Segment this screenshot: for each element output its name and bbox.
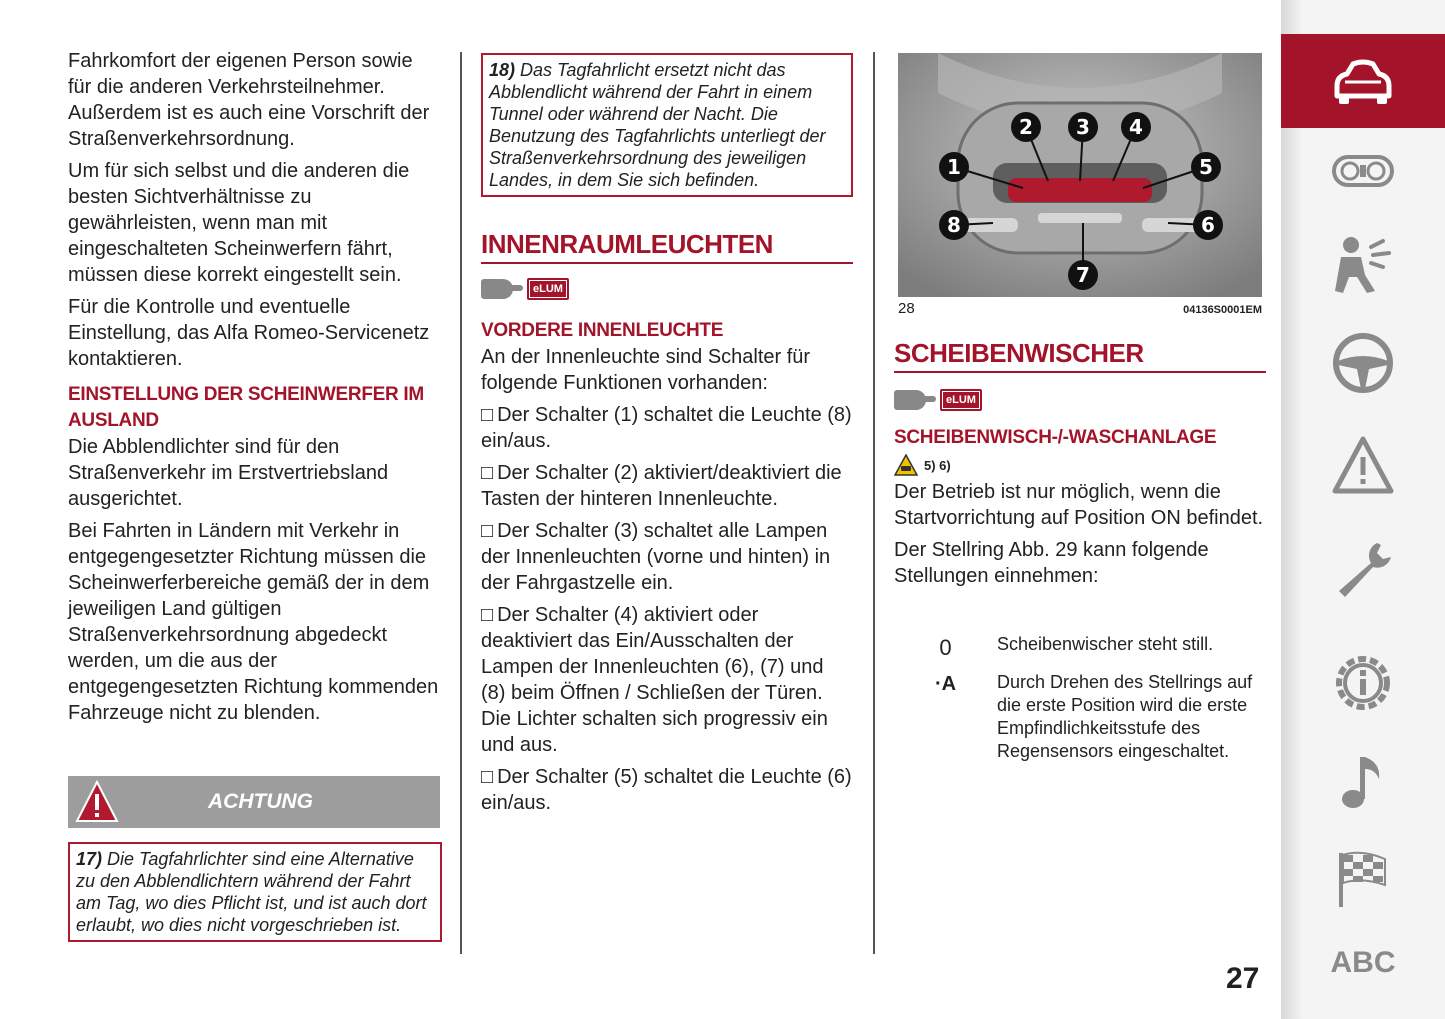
section-title-interior-lights: INNENRAUMLEUCHTEN — [481, 229, 853, 264]
car-icon — [1331, 56, 1395, 106]
paragraph: Der Stellring Abb. 29 kann folgende Stellungen einnehmen: — [894, 539, 1209, 587]
note-number: 18) — [489, 60, 516, 80]
note-17 — [68, 842, 442, 942]
callout-5: 5 — [1199, 155, 1213, 179]
table-row — [894, 633, 1266, 661]
list-item: □ Der Schalter (3) schaltet alle Lampen der Innenleuchten (vorne und hinten) in der Fahrgastzelle ein. — [481, 518, 853, 596]
column-divider — [460, 52, 462, 954]
sidebar-item-maintenance[interactable] — [1330, 536, 1396, 602]
sidebar-item-driving[interactable] — [1330, 330, 1396, 396]
paragraph: Um für sich selbst und die anderen die besten Sichtverhältnisse zu gewährleisten, wenn man mit eingeschalteten Scheinwerfern fährt, müssen diese korrekt eingestellt sein. — [68, 160, 410, 286]
note-references: 5) 6) — [924, 457, 951, 473]
info-gear-icon — [1331, 651, 1395, 715]
position-description: Durch Drehen des Stellrings auf die erste Position wird die erste Empfindlichkeitsstufe des Regensensors eingeschaltet. — [997, 672, 1253, 761]
checkered-flag-icon — [1331, 847, 1395, 911]
wiper-positions-table — [894, 633, 1266, 763]
figure-code: 04136S0001EM — [1183, 304, 1262, 316]
callout-7: 7 — [1076, 263, 1090, 287]
airbag-person-icon — [1331, 233, 1395, 297]
elum-reference — [481, 274, 853, 304]
paragraph: An der Innenleuchte sind Schalter für folgende Funktionen vorhanden: — [481, 346, 811, 394]
figure-number: 28 — [898, 300, 915, 317]
paragraph: Die Abblendlichter sind für den Straßenverkehr im Erstvertriebsland ausgerichtet. — [68, 436, 389, 510]
figure-caption — [898, 300, 1262, 317]
position-symbol: ·A — [934, 673, 957, 695]
sidebar-item-index[interactable]: ABC — [1330, 946, 1396, 979]
sidebar-item-emergency[interactable] — [1330, 432, 1396, 498]
warning-triangle-icon — [1331, 435, 1395, 495]
instrument-panel-icon — [1331, 149, 1395, 193]
sidebar-item-instruments[interactable] — [1330, 138, 1396, 204]
interior-light-illustration — [898, 53, 1262, 297]
callout-3: 3 — [1076, 115, 1090, 139]
page-number: 27 — [1226, 962, 1260, 995]
paragraph: Fahrkomfort der eigenen Person sowie für die anderen Verkehrsteilnehmer. Außerdem ist es auch eine Vorschrift der Straßenverkehrsordnung. — [68, 50, 430, 150]
column-3 — [894, 338, 1266, 769]
elum-reference — [894, 385, 1266, 415]
elum-badge: eLUM — [940, 389, 982, 411]
list-item: □ Der Schalter (1) schaltet die Leuchte (8) ein/aus. — [481, 402, 853, 454]
elum-badge: eLUM — [527, 278, 569, 300]
column-2 — [481, 0, 853, 822]
callout-6: 6 — [1201, 213, 1215, 237]
column-divider — [873, 52, 875, 954]
list-item: □ Der Schalter (2) aktiviert/deaktiviert die Tasten der hinteren Innenleuchte. — [481, 460, 853, 512]
wrench-icon — [1331, 537, 1395, 601]
sidebar-item-safety[interactable] — [1330, 232, 1396, 298]
subheading-wiper-washer: SCHEIBENWISCH-/-WASCHANLAGE — [894, 427, 1217, 448]
callout-8: 8 — [947, 213, 961, 237]
callout-4: 4 — [1129, 115, 1143, 139]
note-text: Die Tagfahrlichter sind eine Alternative zu den Abblendlichtern während der Fahrt am Tag, wo dies Pflicht ist, und ist auch dort erlaubt, wo dies nicht vorgeschrieben ist. — [76, 849, 427, 935]
section-title-wipers: SCHEIBENWISCHER — [894, 338, 1266, 373]
caution-icon — [894, 454, 918, 476]
column-1 — [68, 0, 440, 732]
music-note-icon — [1331, 749, 1395, 813]
warning-label: ACHTUNG — [208, 790, 313, 813]
paragraph: Der Betrieb ist nur möglich, wenn die Startvorrichtung auf Position ON befindet. — [894, 481, 1264, 529]
sidebar-item-technical-data[interactable] — [1330, 650, 1396, 716]
position-description: Scheibenwischer steht still. — [997, 634, 1214, 654]
sidebar-item-performance[interactable] — [1330, 846, 1396, 912]
note-18 — [481, 53, 853, 197]
callout-2: 2 — [1019, 115, 1033, 139]
sidebar-item-car[interactable] — [1330, 48, 1396, 114]
sidebar-item-multimedia[interactable] — [1330, 748, 1396, 814]
note-number: 17) — [76, 849, 103, 869]
reference-row — [894, 451, 1266, 479]
steering-wheel-icon — [1331, 331, 1395, 395]
position-symbol: 0 — [939, 635, 952, 660]
table-row — [894, 671, 1266, 763]
subheading-headlight-abroad: EINSTELLUNG DER SCHEINWERFER IM AUSLAND — [68, 384, 424, 431]
paragraph: Bei Fahrten in Ländern mit Verkehr in entgegengesetzter Richtung müssen die Scheinwerferbereiche gemäß der in dem jeweiligen Land gültigen Straßenverkehrsordnung abgedeckt werden, um die aus der entgegengesetzten Richtung kommenden Fahrzeuge nicht zu blenden. — [68, 520, 439, 724]
warning-banner — [68, 776, 440, 828]
figure-interior-light — [898, 53, 1262, 297]
note-text: Das Tagfahrlicht ersetzt nicht das Abblendlicht während der Fahrt in einem Tunnel oder während der Nacht. Die Benutzung des Tagfahrlichts unterliegt der Straßenverkehrsordnung des jeweiligen Landes, in dem Sie sich befinden. — [489, 60, 826, 190]
pointing-hand-icon — [481, 279, 513, 299]
list-item: □ Der Schalter (4) aktiviert oder deaktiviert das Ein/Ausschalten der Lampen der Innenleuchten (6), (7) und (8) beim Öffnen / Schließen der Türen. Die Lichter schalten sich progressiv ein und aus. — [481, 602, 853, 758]
subheading-front-light: VORDERE INNENLEUCHTE — [481, 320, 724, 341]
paragraph: Für die Kontrolle und eventuelle Einstellung, das Alfa Romeo-Servicenetz kontaktieren. — [68, 296, 430, 370]
list-item: □ Der Schalter (5) schaltet die Leuchte (6) ein/aus. — [481, 764, 853, 816]
callout-1: 1 — [947, 155, 961, 179]
pointing-hand-icon — [894, 390, 926, 410]
warning-icon — [74, 779, 120, 825]
